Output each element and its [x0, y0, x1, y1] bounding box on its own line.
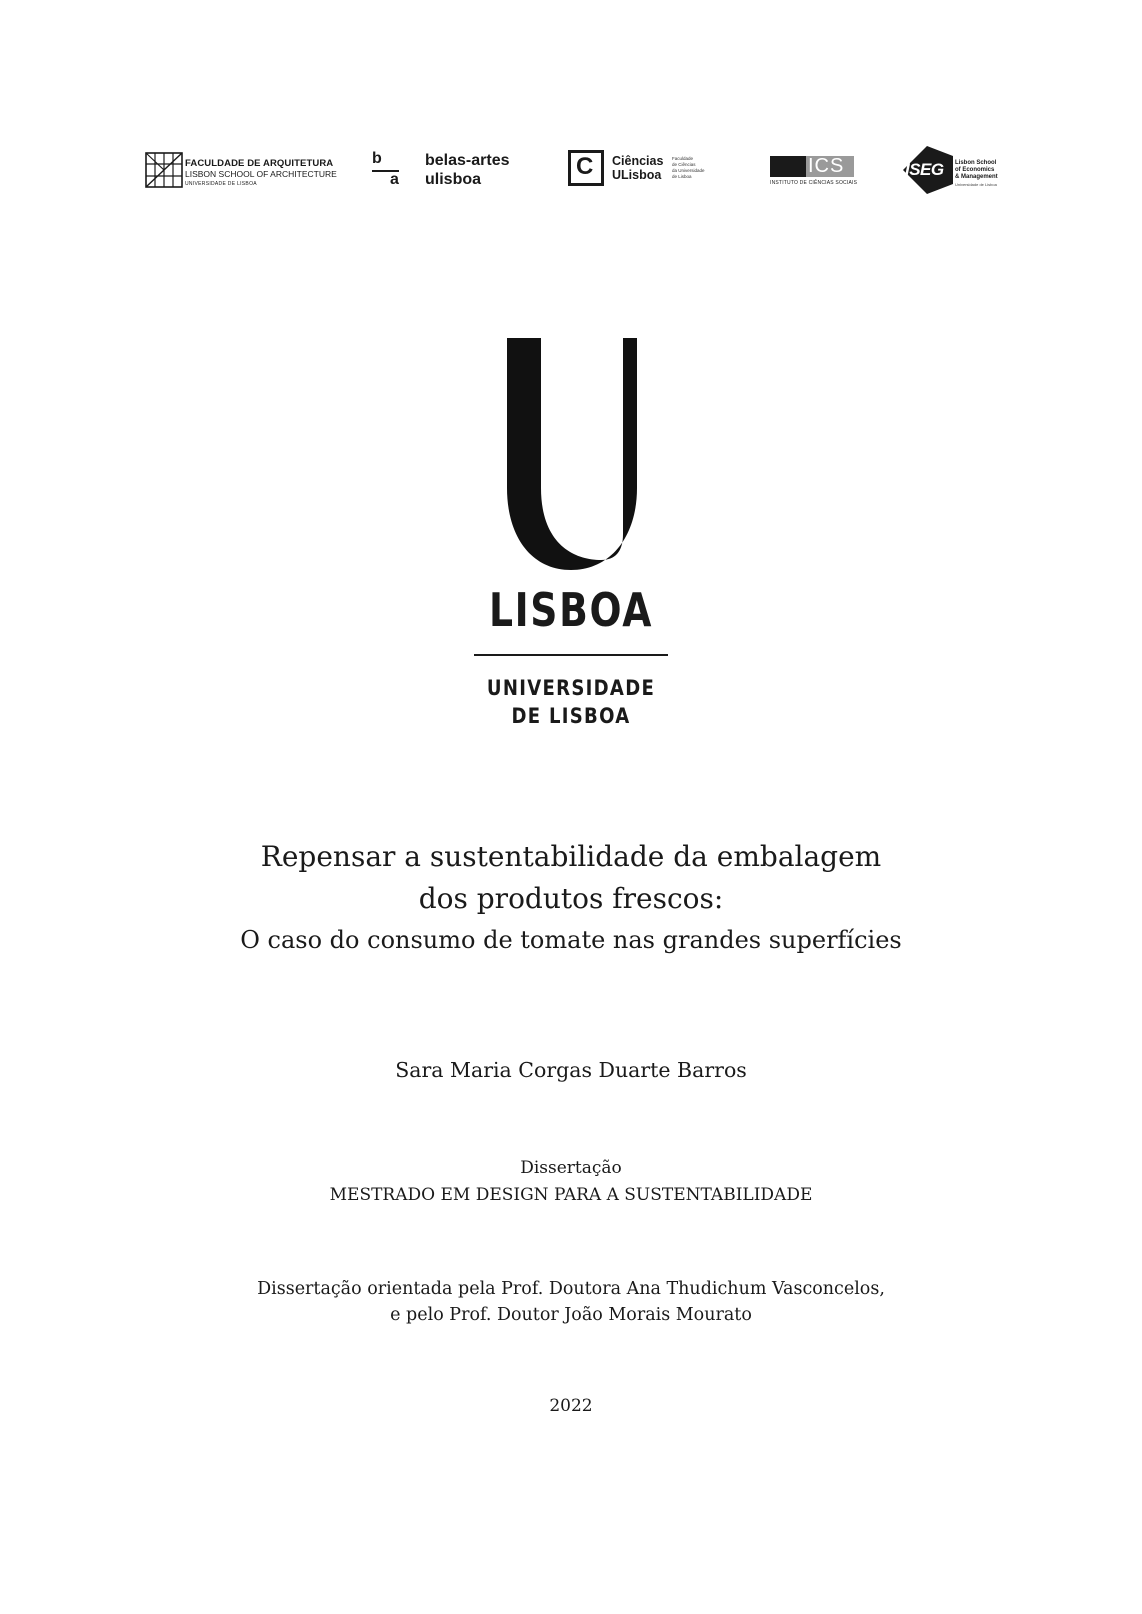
supervision-line1: Dissertação orientada pela Prof. Doutora Ana Thudichum Vasconcelos, — [257, 1279, 885, 1299]
ulisboa-sub-line1: UNIVERSIDADE — [486, 676, 656, 700]
ciencias-small-4: de Lisboa — [672, 174, 692, 179]
thesis-title-line1: Repensar a sustentabilidade da embalagem — [260, 840, 882, 873]
ciencias-small-2: de Ciências — [672, 162, 696, 167]
ciencias-line2: ULisboa — [612, 168, 662, 182]
year: 2022 — [549, 1396, 593, 1416]
fa-english-name: LISBON SCHOOL OF ARCHITECTURE — [185, 169, 337, 179]
ics-logo — [770, 156, 860, 190]
ics-subtitle: INSTITUTO DE CIÊNCIAS SOCIAIS — [770, 180, 858, 186]
ics-mark: ICS — [808, 155, 845, 177]
ciencias-mark-letter: C — [576, 153, 594, 180]
ulisboa-divider — [474, 654, 668, 656]
iseg-small-2: of Economics — [955, 167, 995, 173]
ba-line1: belas-artes — [425, 152, 510, 169]
document-type: Dissertação — [520, 1158, 622, 1178]
ba-mark-b: b — [372, 150, 382, 167]
belas-artes-logo — [372, 150, 522, 192]
fa-name: FACULDADE DE ARQUITETURA — [185, 158, 334, 169]
author-name: Sara Maria Corgas Duarte Barros — [395, 1058, 747, 1082]
iseg-logo — [903, 146, 1013, 194]
ulisboa-wordmark: LISBOA — [488, 583, 654, 637]
ba-mark-a: a — [390, 171, 399, 188]
ciencias-small-1: Faculdade — [672, 156, 694, 161]
ics-black-block — [770, 156, 806, 177]
iseg-mark: ISEG — [905, 160, 944, 179]
thesis-title-line2: dos produtos frescos: — [418, 882, 724, 915]
fa-logo — [145, 150, 337, 190]
fa-building-icon — [145, 152, 183, 188]
supervision-line2: e pelo Prof. Doutor João Morais Mourato — [390, 1305, 752, 1325]
iseg-small-1: Lisbon School — [955, 160, 997, 166]
ulisboa-sub-line2: DE LISBOA — [511, 704, 631, 728]
ciencias-logo — [568, 150, 718, 194]
partner-logos — [0, 0, 1142, 220]
degree-program: MESTRADO EM DESIGN PARA A SUSTENTABILIDADE — [329, 1185, 813, 1205]
iseg-small-3: & Management — [955, 174, 998, 180]
thesis-subtitle: O caso do consumo de tomate nas grandes superfícies — [240, 926, 902, 954]
ulisboa-logo — [421, 338, 721, 748]
ciencias-line1: Ciências — [612, 154, 664, 168]
ulisboa-u-mark-icon — [501, 338, 641, 570]
fa-university: UNIVERSIDADE DE LISBOA — [185, 181, 257, 187]
iseg-university: Universidade de Lisboa — [955, 182, 997, 187]
ba-line2: ulisboa — [425, 171, 482, 188]
ciencias-small-3: da Universidade — [672, 168, 705, 173]
